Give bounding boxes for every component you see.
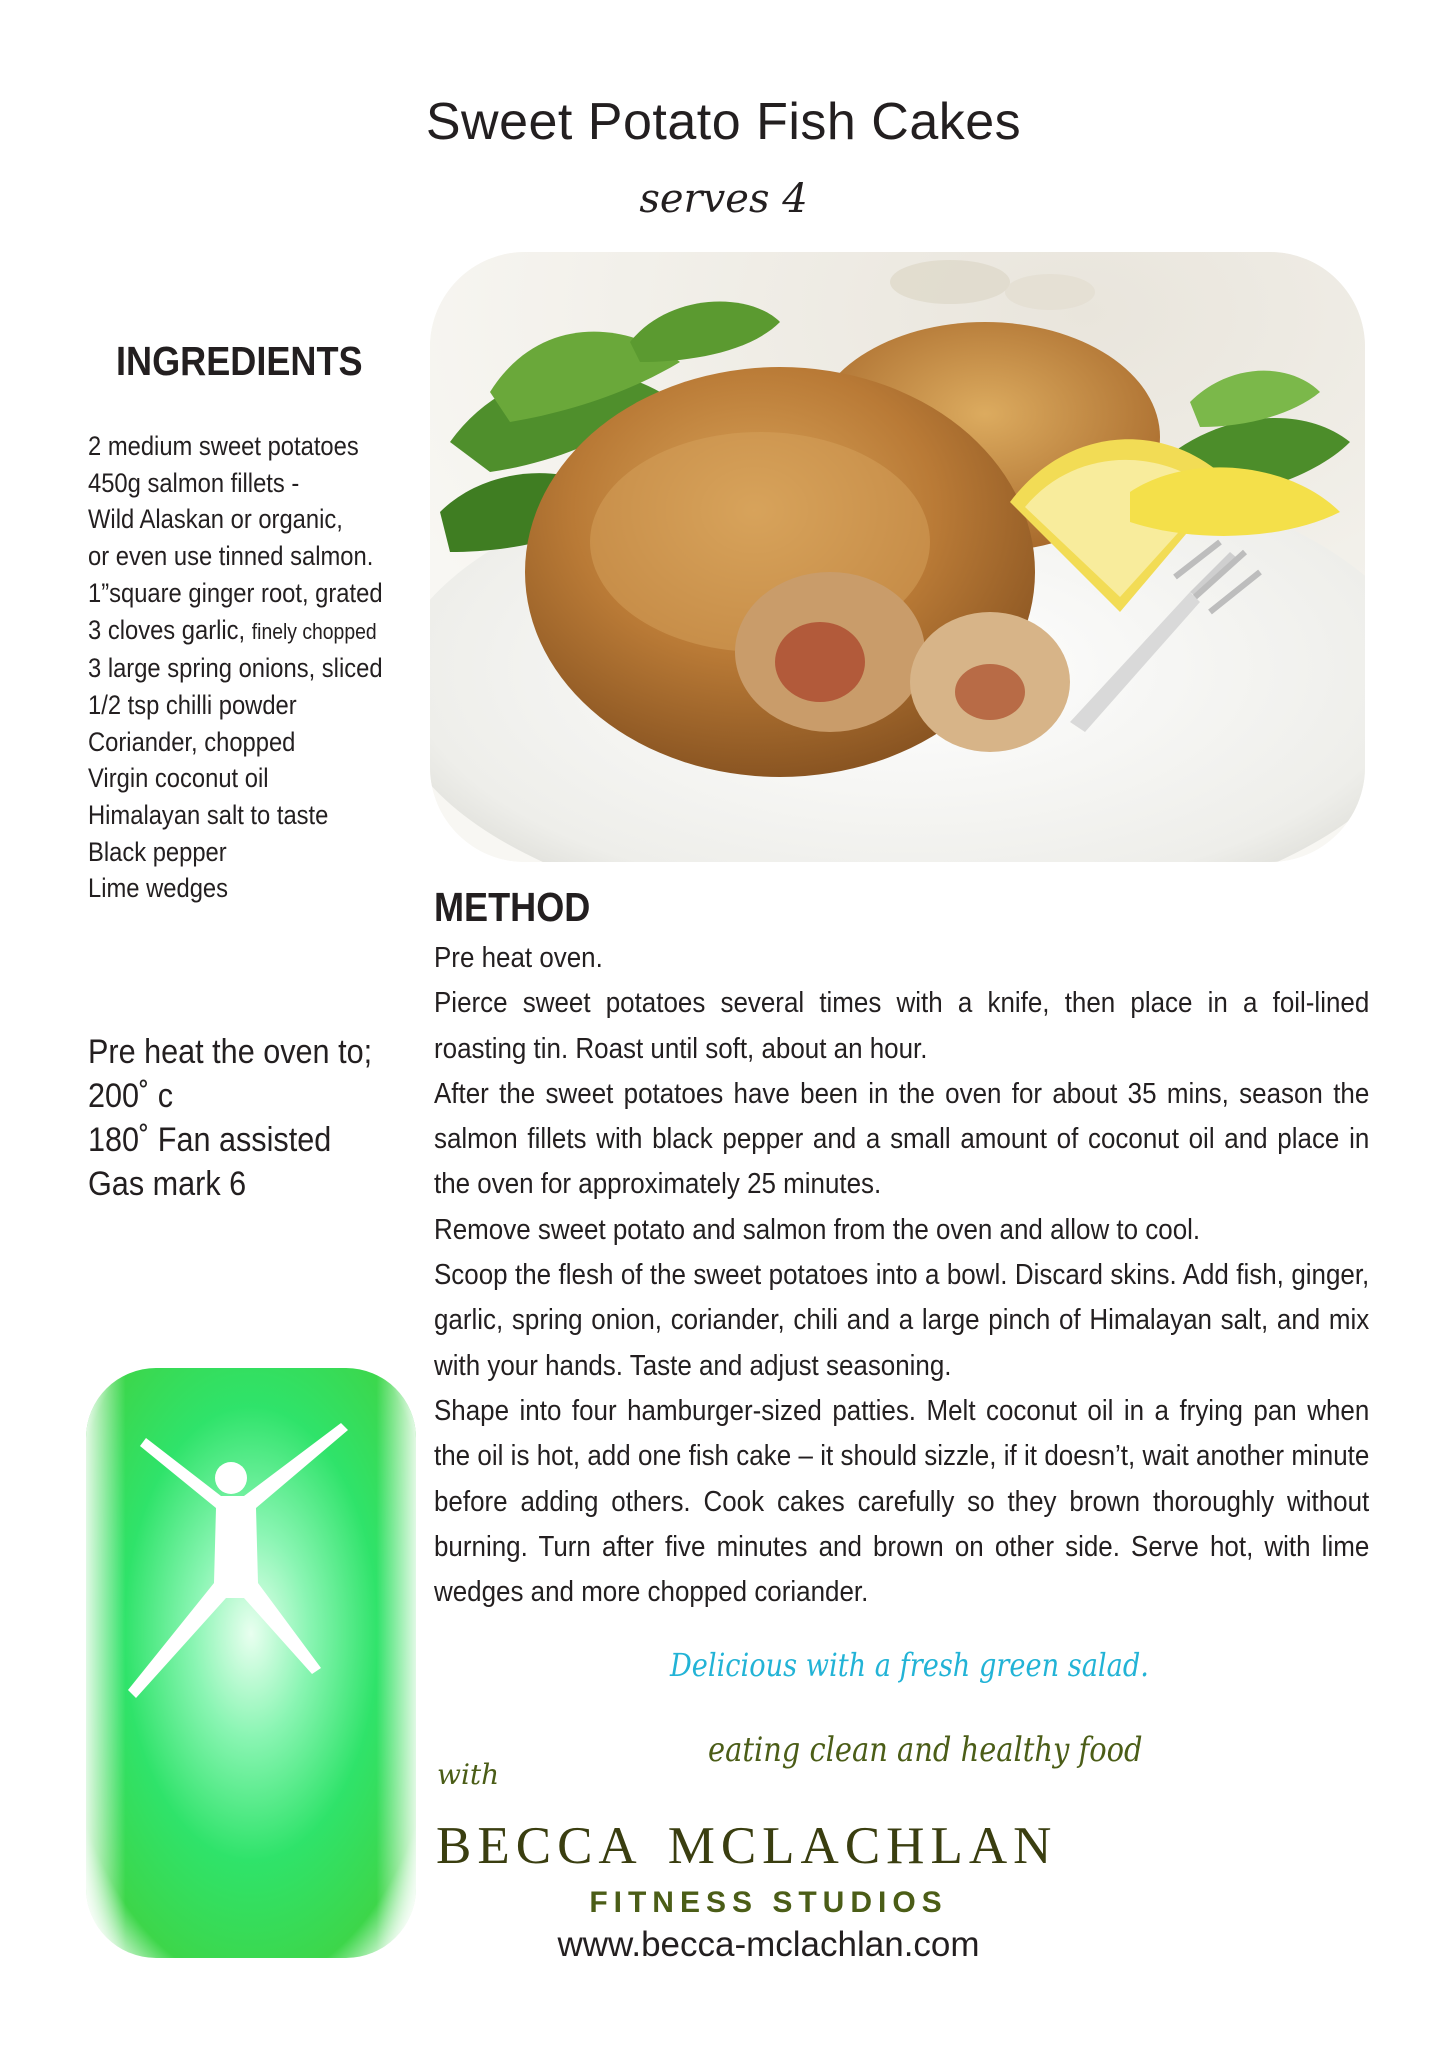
ingredient-item: Black pepper xyxy=(88,836,227,867)
brand-with: with xyxy=(437,1758,500,1791)
method-steps xyxy=(434,936,1369,1615)
method-heading: METHOD xyxy=(434,884,591,930)
ingredient-item: 2 medium sweet potatoes xyxy=(88,431,359,461)
ingredient-item: Himalayan salt to taste xyxy=(88,800,329,831)
ingredient-item: 3 large spring onions, sliced xyxy=(88,653,383,684)
fish-cakes-photo xyxy=(430,252,1365,862)
recipe-title: Sweet Potato Fish Cakes xyxy=(425,93,1022,151)
method-step: Scoop the flesh of the sweet potatoes into a bowl. Discard skins. Add fish, ginger, garlic, spring onion, coriander, chili and a large pinch of Himalayan salt, and mix with your hands. Taste and adjust seasoning. xyxy=(434,1259,1370,1382)
serves-note: serves 4 xyxy=(639,176,808,222)
oven-temperature-note xyxy=(88,1030,418,1206)
fitness-figure-logo xyxy=(86,1368,416,1958)
ingredient-item: 450g salmon fillets - xyxy=(88,467,300,498)
ingredient-item: Virgin coconut oil xyxy=(88,763,269,794)
method-step: Shape into four hamburger-sized patties. Melt coconut oil in a frying pan when the oil is hot, add one fish cake – it should sizzle, if it doesn’t, wait another minute before adding others. Cook cakes carefully so they brown thoroughly without burning. Turn after five minutes and brown on other side. Serve hot, with lime wedges and more chopped coriander. xyxy=(434,1394,1370,1609)
brand-name: becca mclachlan xyxy=(436,1796,1058,1880)
method-step: Pierce sweet potatoes several times with a knife, then place in a foil-lined roasting tin. Roast until soft, about an hour. xyxy=(434,987,1370,1065)
oven-line: 180˚ Fan assisted xyxy=(88,1121,332,1159)
ingredient-item: 1”square ginger root, grated xyxy=(88,577,383,608)
ingredient-garlic-note: finely chopped xyxy=(251,618,377,644)
method-step: Remove sweet potato and salmon from the oven and allow to cool. xyxy=(434,1213,1201,1246)
brand-tagline: eating clean and healthy food xyxy=(708,1730,1143,1770)
salad-note: Delicious with a fresh green salad. xyxy=(670,1646,1149,1684)
ingredient-item: Coriander, chopped xyxy=(88,726,296,757)
ingredients-list xyxy=(88,428,433,907)
ingredient-item: 1/2 tsp chilli powder xyxy=(88,689,297,720)
ingredient-item: or even use tinned salmon. xyxy=(88,541,374,572)
method-step: After the sweet potatoes have been in the oven for about 35 mins, season the salmon fillets with black pepper and a small amount of coconut oil and place in the oven for approximately 25 minutes. xyxy=(434,1077,1370,1201)
oven-line: Gas mark 6 xyxy=(88,1165,247,1203)
ingredient-item: Wild Alaskan or organic, xyxy=(88,504,343,535)
oven-line: Pre heat the oven to; xyxy=(88,1033,373,1071)
brand-studios: FITNESS STUDIOS xyxy=(589,1886,948,1919)
method-step: Pre heat oven. xyxy=(434,942,603,974)
website-link[interactable]: www.becca-mclachlan.com xyxy=(557,1925,980,1964)
ingredients-heading: INGREDIENTS xyxy=(116,338,363,384)
ingredient-garlic-text: 3 cloves garlic, xyxy=(88,614,246,645)
ingredient-item: Lime wedges xyxy=(88,873,229,904)
ingredient-item-garlic xyxy=(88,612,392,651)
oven-line: 200˚ c xyxy=(88,1077,174,1115)
